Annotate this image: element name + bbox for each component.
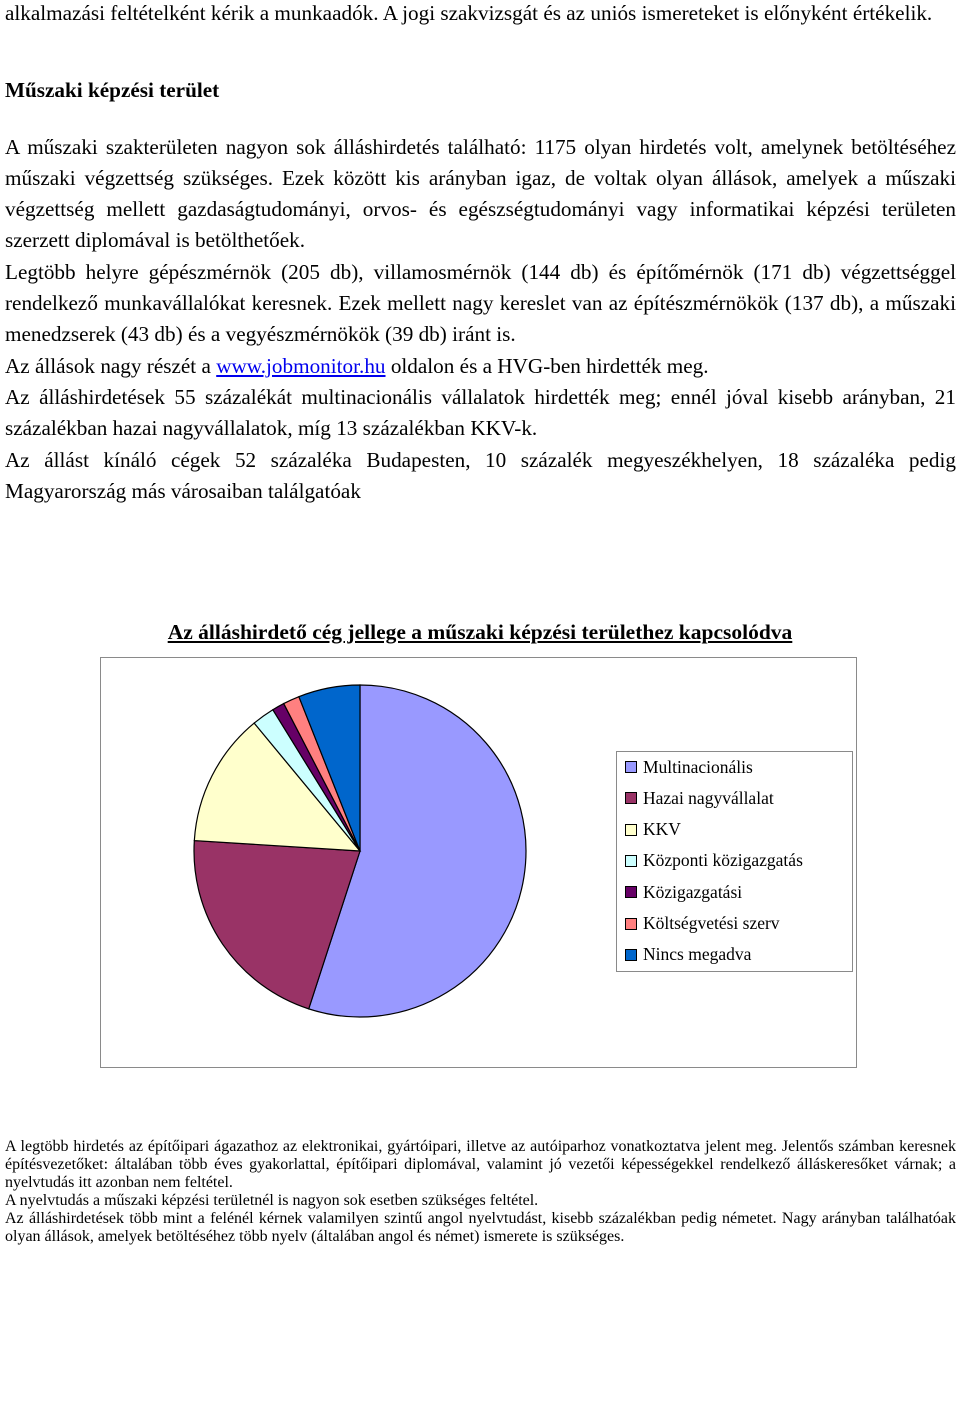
legend-item-6 (625, 913, 780, 935)
legend-label-5: Közigazgatási (643, 881, 743, 902)
legend-swatch-6 (625, 918, 637, 930)
legend-item-2 (625, 787, 774, 809)
document-bottom (5, 1138, 956, 1246)
intro-paragraph-tail: alkalmazási feltételként kérik a munkaadók. A jogi szakvizsgát és az uniós ismereteket is előnyként értékelik. (5, 1, 933, 25)
legend-swatch-4 (625, 855, 637, 867)
legend-swatch-3 (625, 824, 637, 836)
paragraph-4: Az álláshirdetések 55 százalékát multinacionális vállalatok hirdették meg; ennél jóval kisebb arányban, 21 százalékban hazai nagyvállalatok, míg 13 százalékban KKV-k. (5, 384, 956, 441)
legend-swatch-5 (625, 886, 637, 898)
legend-label-3: KKV (643, 819, 681, 840)
legend-label-4: Központi közigazgatás (643, 850, 803, 871)
jobmonitor-link[interactable]: www.jobmonitor.hu (216, 353, 386, 378)
chart-legend (616, 751, 853, 972)
legend-swatch-2 (625, 792, 637, 804)
legend-item-1 (625, 756, 753, 778)
legend-item-7 (625, 944, 751, 966)
paragraph-8: Az álláshirdetések több mint a felénél kérnek valamilyen szintű angol nyelvtudást, kisebb százalékban pedig németet. Nagy arányban találhatóak olyan állások, amelyek betöltéséhez több nyelv (általában angol és német) ismerete is szükséges. (5, 1210, 956, 1245)
legend-item-3 (625, 819, 681, 841)
legend-label-2: Hazai nagyvállalat (643, 787, 774, 808)
paragraph-3-after: oldalon és a HVG-ben hirdették meg. (385, 353, 709, 378)
legend-label-6: Költségvetési szerv (643, 913, 780, 933)
legend-item-4 (625, 850, 803, 872)
legend-label-7: Nincs megadva (643, 944, 752, 965)
chart-title: Az álláshirdető cég jellege a műszaki képzési területhez kapcsolódva (167, 620, 793, 644)
paragraph-2: Legtöbb helyre gépészmérnök (205 db), villamosmérnök (144 db) és építőmérnök (171 db) végzettséggel rendelkező munkavállalókat keresnek. Ezek mellett nagy kereslet van az építészmérnökök (137 db), a műszaki menedzserek (43 db) és a vegyészmérnökök (39 db) iránt is. (5, 259, 956, 347)
legend-swatch-1 (625, 761, 637, 773)
paragraph-1: A műszaki szakterületen nagyon sok álláshirdetés található: 1175 olyan hirdetés volt, amelynek betöltéséhez műszaki végzettség szükséges. Ezek között kis arányban igaz, de voltak olyan állások, amelyek a műszaki végzettség mellett gazdaságtudományi, orvos- és egészségtudományi vagy informatikai képzési területen szerzett diplomával is betölthetőek. (5, 134, 956, 253)
paragraph-6: A legtöbb hirdetés az építőipari ágazathoz az elektronikai, gyártóipari, illetve az autóiparhoz vonatkoztatva jelent meg. Jelentős számban keresnek építésvezetőket: általában több éves gyakorlattal, építőipari diplomával, valamint jó vezetői képességekkel rendelkező álláskeresőket várnak; a nyelvtudás itt azonban nem feltétel. (5, 1138, 956, 1191)
legend-item-5 (625, 881, 742, 903)
section-heading: Műszaki képzési terület (5, 78, 220, 103)
paragraph-5: Az állást kínáló cégek 52 százaléka Budapesten, 10 százalék megyeszékhelyen, 18 százaléka pedig Magyarország más városaiban találgatóak (5, 447, 956, 503)
paragraph-7: A nyelvtudás a műszaki képzési területnél is nagyon sok esetben szükséges feltétel. (5, 1192, 539, 1209)
paragraph-3-before: Az állások nagy részét a (5, 353, 217, 378)
paragraph-3 (5, 351, 956, 382)
legend-swatch-7 (625, 949, 637, 961)
document-top (5, 0, 956, 507)
legend-label-1: Multinacionális (643, 756, 753, 777)
pie-chart-frame (100, 657, 857, 1068)
